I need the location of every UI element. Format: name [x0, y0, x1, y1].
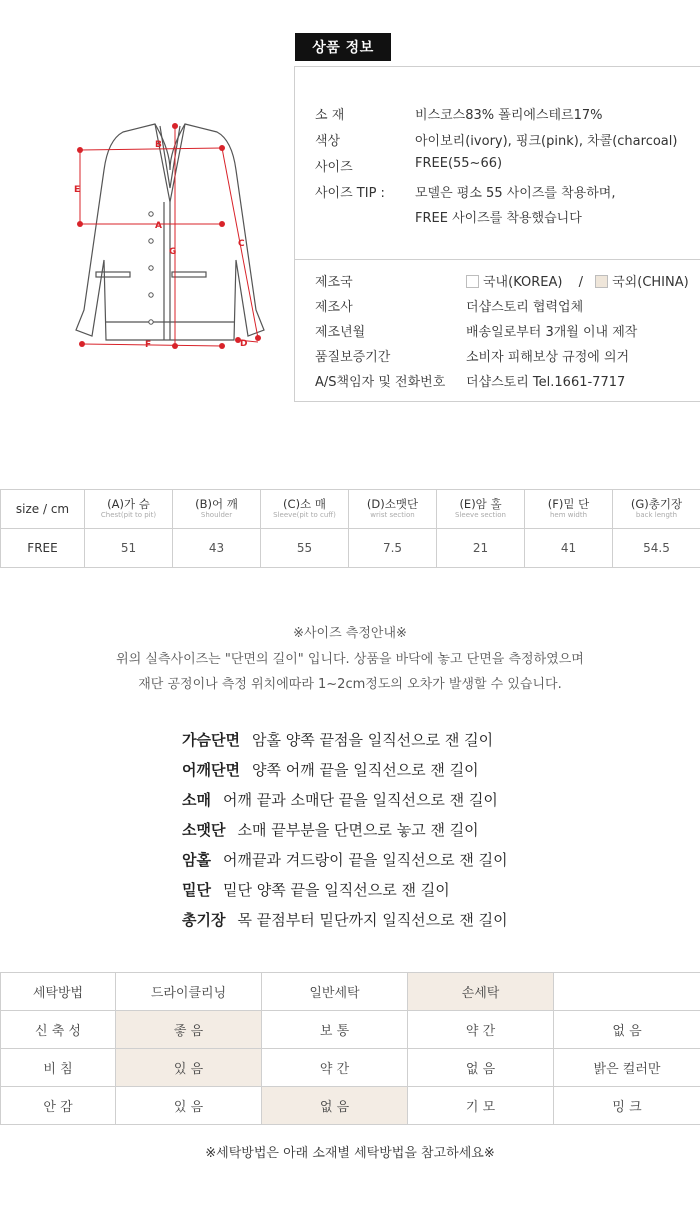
spec-value: 더샵스토리 Tel.1661-7717 — [466, 375, 626, 390]
size-col-armhole: (E)암 홀 Sleeve section — [437, 490, 525, 529]
wash-row-method — [1, 973, 700, 1011]
wash-cell-selected: 손세탁 — [408, 973, 554, 1011]
spec-key: 소 재 — [315, 108, 345, 123]
label-e: E — [74, 185, 81, 195]
product-info-title: 상품 정보 — [295, 33, 391, 61]
definition-item: 가슴단면 암홀 양쪽 끝점을 일직선으로 잰 길이 — [182, 731, 494, 749]
size-col-sleeve: (C)소 매 Sleeve(pit to cuff) — [261, 490, 349, 529]
label-d: D — [240, 339, 248, 349]
size-table-header — [1, 490, 700, 529]
origin-separator: / — [578, 275, 583, 290]
wash-cell-selected: 없 음 — [262, 1087, 408, 1125]
table-row — [1, 529, 700, 568]
spec-key: 제조년월 — [315, 325, 366, 340]
origin-china-label: 국외(CHINA) — [612, 275, 689, 290]
wash-table — [0, 972, 700, 1125]
size-cell: 54.5 — [613, 529, 700, 568]
label-b: B — [155, 140, 162, 150]
wash-cell: 약 간 — [262, 1049, 408, 1087]
size-header-label: size / cm — [1, 490, 85, 529]
size-cell: 43 — [173, 529, 261, 568]
wash-cell-selected: 좋 음 — [116, 1011, 262, 1049]
origin-korea-label: 국내(KOREA) — [483, 275, 563, 290]
wash-row-lining — [1, 1087, 700, 1125]
spec-key: 사이즈 TIP : — [315, 186, 385, 201]
size-table — [0, 489, 700, 568]
spec-divider — [295, 259, 700, 260]
wash-cell: 밍 크 — [554, 1087, 700, 1125]
wash-row-header: 신 축 성 — [1, 1011, 116, 1049]
size-cell: 41 — [525, 529, 613, 568]
wash-cell: 기 모 — [408, 1087, 554, 1125]
origin-korea-checkbox — [466, 275, 479, 288]
spec-key: 제조국 — [315, 275, 353, 290]
size-cell: 21 — [437, 529, 525, 568]
spec-value: 모델은 평소 55 사이즈를 착용하며, — [415, 186, 616, 201]
definition-item: 어깨단면 양쪽 어깨 끝을 일직선으로 잰 길이 — [182, 761, 479, 779]
wash-row-header: 안 감 — [1, 1087, 116, 1125]
wash-cell: 없 음 — [554, 1011, 700, 1049]
spec-value: 비스코스83% 폴리에스테르17% — [415, 108, 603, 123]
size-cell: 51 — [85, 529, 173, 568]
size-col-hem: (F)밑 단 hem width — [525, 490, 613, 529]
wash-row-stretch — [1, 1011, 700, 1049]
origin-options — [466, 271, 689, 290]
definition-item: 암홀 어깨끝과 겨드랑이 끝을 일직선으로 잰 길이 — [182, 851, 508, 869]
spec-value: 소비자 피해보상 규정에 의거 — [466, 350, 630, 365]
wash-row-header: 세탁방법 — [1, 973, 116, 1011]
label-g: G — [169, 247, 177, 257]
wash-cell: 약 간 — [408, 1011, 554, 1049]
wash-footer-note: ※세탁방법은 아래 소재별 세탁방법을 참고하세요※ — [205, 1146, 495, 1161]
spec-key: 제조사 — [315, 300, 353, 315]
wash-row-see-through — [1, 1049, 700, 1087]
spec-value: FREE 사이즈를 착용했습니다 — [415, 211, 582, 226]
spec-value: FREE(55~66) — [415, 156, 503, 171]
label-a: A — [155, 221, 162, 231]
measure-note-title: ※사이즈 측정안내※ — [293, 626, 407, 641]
spec-key: 품질보증기간 — [315, 350, 391, 365]
wash-row-header: 비 침 — [1, 1049, 116, 1087]
definition-item: 총기장 목 끝점부터 밑단까지 일직선으로 잰 길이 — [182, 911, 508, 929]
cardigan-measurement-diagram — [60, 110, 280, 370]
origin-china-checkbox — [595, 275, 608, 288]
size-col-wrist: (D)소맷단 wrist section — [349, 490, 437, 529]
spec-key: 사이즈 — [315, 160, 353, 175]
spec-value: 배송일로부터 3개월 이내 제작 — [466, 325, 638, 340]
size-col-length: (G)총기장 back length — [613, 490, 700, 529]
size-col-chest: (A)가 슴 Chest(pit to pit) — [85, 490, 173, 529]
wash-cell — [554, 973, 700, 1011]
size-cell: 7.5 — [349, 529, 437, 568]
spec-key: A/S책임자 및 전화번호 — [315, 375, 446, 390]
spec-value: 더샵스토리 협력업체 — [466, 300, 584, 315]
definition-item: 소맷단 소매 끝부분을 단면으로 놓고 잰 길이 — [182, 821, 479, 839]
wash-cell: 드라이클리닝 — [116, 973, 262, 1011]
wash-cell-selected: 있 음 — [116, 1049, 262, 1087]
definition-item: 소매 어깨 끝과 소매단 끝을 일직선으로 잰 길이 — [182, 791, 498, 809]
product-spec-box — [294, 66, 700, 402]
wash-cell: 없 음 — [408, 1049, 554, 1087]
wash-cell: 보 통 — [262, 1011, 408, 1049]
measure-note-line-2: 재단 공정이나 측정 위치에따라 1~2cm정도의 오차가 발생할 수 있습니다. — [138, 677, 562, 692]
size-cell: 55 — [261, 529, 349, 568]
label-f: F — [145, 340, 152, 350]
label-c: C — [238, 239, 245, 249]
cardigan-outline — [76, 124, 264, 340]
spec-key: 색상 — [315, 134, 341, 149]
size-row-label: FREE — [1, 529, 85, 568]
wash-cell: 일반세탁 — [262, 973, 408, 1011]
measure-note-line-1: 위의 실측사이즈는 "단면의 길이" 입니다. 상품을 바닥에 놓고 단면을 측정하였으며 — [116, 652, 584, 667]
size-col-shoulder: (B)어 깨 Shoulder — [173, 490, 261, 529]
button-row — [149, 212, 153, 324]
spec-value: 아이보리(ivory), 핑크(pink), 차콜(charcoal) — [415, 134, 678, 149]
definition-item: 밑단 밑단 양쪽 끝을 일직선으로 잰 길이 — [182, 881, 450, 899]
wash-cell: 밝은 컬러만 — [554, 1049, 700, 1087]
wash-cell: 있 음 — [116, 1087, 262, 1125]
